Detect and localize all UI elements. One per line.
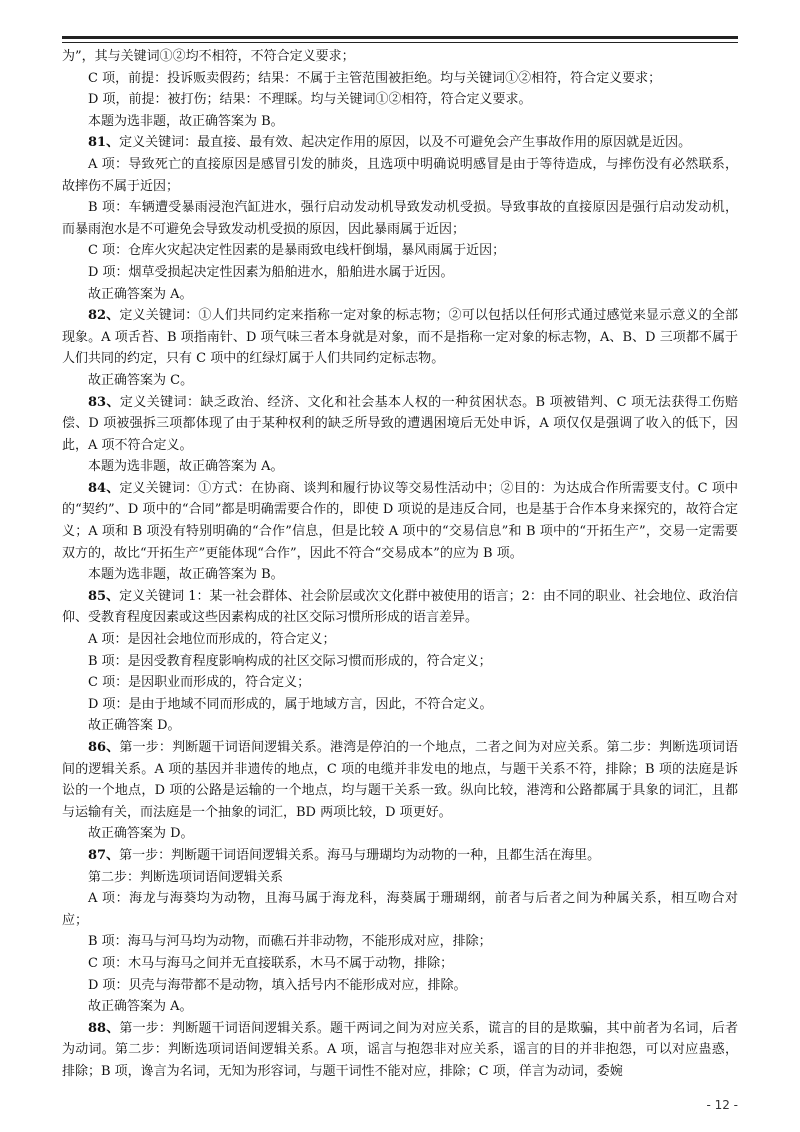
explanation-line [62,154,738,197]
explanation-line [62,370,738,392]
paragraph-text: 故正确答案为 C。 [88,372,194,388]
paragraph-text: 故正确答案为 A。 [88,999,193,1015]
explanation-line [62,694,738,716]
explanation-line [62,823,738,845]
explanation-line [62,564,738,586]
explanation-line [62,888,738,931]
explanation-line [62,262,738,284]
paragraph-text: 定义关键词：缺乏政治、经济、文化和社会基本人权的一种贫困状态。B 项被错判、C 项无法获得工伤赔偿、D 项被强拆三项都体现了由于某种权利的缺乏所导致的遭遇困境后无处申诉，A 项仅仅是强调了收入的低下，因此，A 项不符合定义。 [62,394,738,453]
paragraph-text: C 项：是因职业而形成的，符合定义； [88,675,311,691]
question-explanation [62,737,738,823]
paragraph-text: 定义关键词：①方式：在协商、谈判和履行协议等交易性活动中；②目的：为达成合作所需要支付。C 项中的“契约”、D 项中的“合同”都是明确需要合作的，即使 D 项说的是违反合同，也是基于合作本身来探究的，故符合定义；A 项和 B 项没有特别明确的“合作”信息，但是比较 A 项中的“交易信息”和 B 项中的“开拓生产”，交易一定需要双方的，故比“开拓生产”更能体现“合作”，因此不符合“交易成本”的应为 B 项。 [62,480,738,561]
header-rule-thin [62,42,738,43]
paragraph-text: C 项：木马与海马之间并无直接联系，木马不属于动物，排除； [88,955,454,971]
explanation-line [62,284,738,306]
paragraph-text: 故正确答案为 A。 [88,286,193,302]
answer-explanations [62,46,738,1083]
paragraph-text: D 项：贝壳与海带都不是动物，填入括号内不能形成对应，排除。 [88,977,467,993]
question-number: 81、 [88,135,120,151]
paragraph-text: D 项：烟草受损起决定性因素为船舶进水，船舶进水属于近因。 [88,264,454,280]
explanation-line [62,46,738,68]
header-rule-thick [62,36,738,39]
question-number: 82、 [88,308,120,324]
paragraph-text: D 项：是由于地域不同而形成的，属于地域方言，因此，不符合定义。 [88,696,493,712]
question-explanation [62,305,738,370]
paragraph-text: 第一步：判断题干词语间逻辑关系。海马与珊瑚均为动物的一种，且都生活在海里。 [119,847,601,863]
explanation-line [62,89,738,111]
paragraph-text: B 项：是因受教育程度影响构成的社区交际习惯而形成的，符合定义； [88,653,492,669]
question-explanation [62,845,738,867]
paragraph-text: 本题为选非题，故正确答案为 B。 [88,113,284,129]
question-number: 85、 [88,588,120,604]
paragraph-text: 第一步：判断题干词语间逻辑关系。题干两词之间为对应关系，谎言的目的是欺骗，其中前者为名词，后者为动词。第二步：判断选项词语间逻辑关系。A 项，谣言与抱怨非对应关系，谣言的目的并非抱怨，可以对应蛊惑，排除；B 项，谗言为名词，无知为形容词，与题干词性不能对应，排除；C 项，佯言为动词，委婉 [62,1020,738,1079]
explanation-line [62,931,738,953]
paragraph-text: 故正确答案为 D。 [88,826,194,842]
explanation-line [62,651,738,673]
explanation-line [62,996,738,1018]
paragraph-text: C 项：仓库火灾起决定性因素的是暴雨致电线杆倒塌，暴风雨属于近因； [88,243,506,259]
paragraph-text: C 项，前提：投诉贩卖假药；结果：不属于主管范围被拒绝。均与关键词①②相符，符合定义要求； [88,70,662,86]
paragraph-text: 为”，其与关键词①②均不相符，不符合定义要求； [62,49,355,64]
paragraph-text: 第一步：判断题干词语间逻辑关系。港湾是停泊的一个地点，二者之间为对应关系。第二步：判断选项词语间的逻辑关系。A 项的基因并非遗传的地点，C 项的电缆并非发电的地点，与题干关系不符，排除；B 项的法庭是诉讼的一个地点，D 项的公路是运输的一个地点，均与题干关系一致。纵向比较，港湾和公路都属于具象的词汇，且都与运输有关，而法庭是一个抽象的词汇，BD 两项比较，D 项更好。 [62,740,738,820]
explanation-line [62,867,738,889]
explanation-line [62,629,738,651]
paragraph-text: 故正确答案 D。 [88,718,181,734]
paragraph-text: A 项：导致死亡的直接原因是感冒引发的肺炎，且选项中明确说明感冒是由于等待造成，与摔伤没有必然联系，故摔伤不属于近因； [62,156,738,194]
paragraph-text: B 项：车辆遭受暴雨浸泡汽缸进水，强行启动发动机导致发动机受损。导致事故的直接原因是强行启动发动机，而暴雨泡水是不可避免会导致发动机受损的原因，因此暴雨属于近因； [62,200,738,237]
paragraph-text: 本题为选非题，故正确答案为 A。 [88,459,284,475]
question-number: 84、 [88,480,120,496]
question-number: 87、 [88,847,120,863]
explanation-line [62,953,738,975]
question-explanation [62,586,738,629]
explanation-line [62,68,738,90]
paragraph-text: 定义关键词 1：某一社会群体、社会阶层或次文化群中被使用的语言；2：由不同的职业、社会地位、政治信仰、受教育程度因素或这些因素构成的社区交际习惯所形成的语言差异。 [62,588,738,626]
question-number: 83、 [88,394,120,410]
page-number: - 12 - [706,1098,738,1112]
question-explanation [62,392,738,457]
paragraph-text: 第二步：判断选项词语间逻辑关系 [88,869,284,885]
explanation-line [62,197,738,240]
paragraph-text: A 项：海龙与海葵均为动物，且海马属于海龙科，海葵属于珊瑚纲，前者与后者之间为种属关系，相互吻合对应； [62,891,738,928]
question-explanation [62,1018,738,1083]
question-explanation [62,132,738,154]
explanation-line [62,715,738,737]
explanation-line [62,240,738,262]
paragraph-text: A 项：是因社会地位而形成的，符合定义； [88,632,336,648]
question-number: 86、 [88,740,120,755]
explanation-line [62,456,738,478]
paragraph-text: 定义关键词：①人们共同约定来指称一定对象的标志物；②可以包括以任何形式通过感觉来显示意义的全部现象。A 项舌苔、B 项指南针、D 项气味三者本身就是对象，而不是指称一定对象的标志物，A、B、D 三项都不属于人们共同的约定，只有 C 项中的红绿灯属于人们共同约定标志物。 [62,308,738,367]
explanation-line [62,111,738,133]
explanation-line [62,975,738,997]
paragraph-text: D 项，前提：被打伤；结果：不理睬。均与关键词①②相符，符合定义要求。 [88,92,532,108]
explanation-line [62,672,738,694]
question-number: 88、 [88,1020,120,1036]
paragraph-text: B 项：海马与河马均为动物，而礁石并非动物，不能形成对应，排除； [88,934,492,950]
paragraph-text: 定义关键词：最直接、最有效、起决定作用的原因，以及不可避免会产生事故作用的原因就是近因。 [119,135,692,151]
paragraph-text: 本题为选非题，故正确答案为 B。 [88,567,284,583]
question-explanation [62,478,738,564]
